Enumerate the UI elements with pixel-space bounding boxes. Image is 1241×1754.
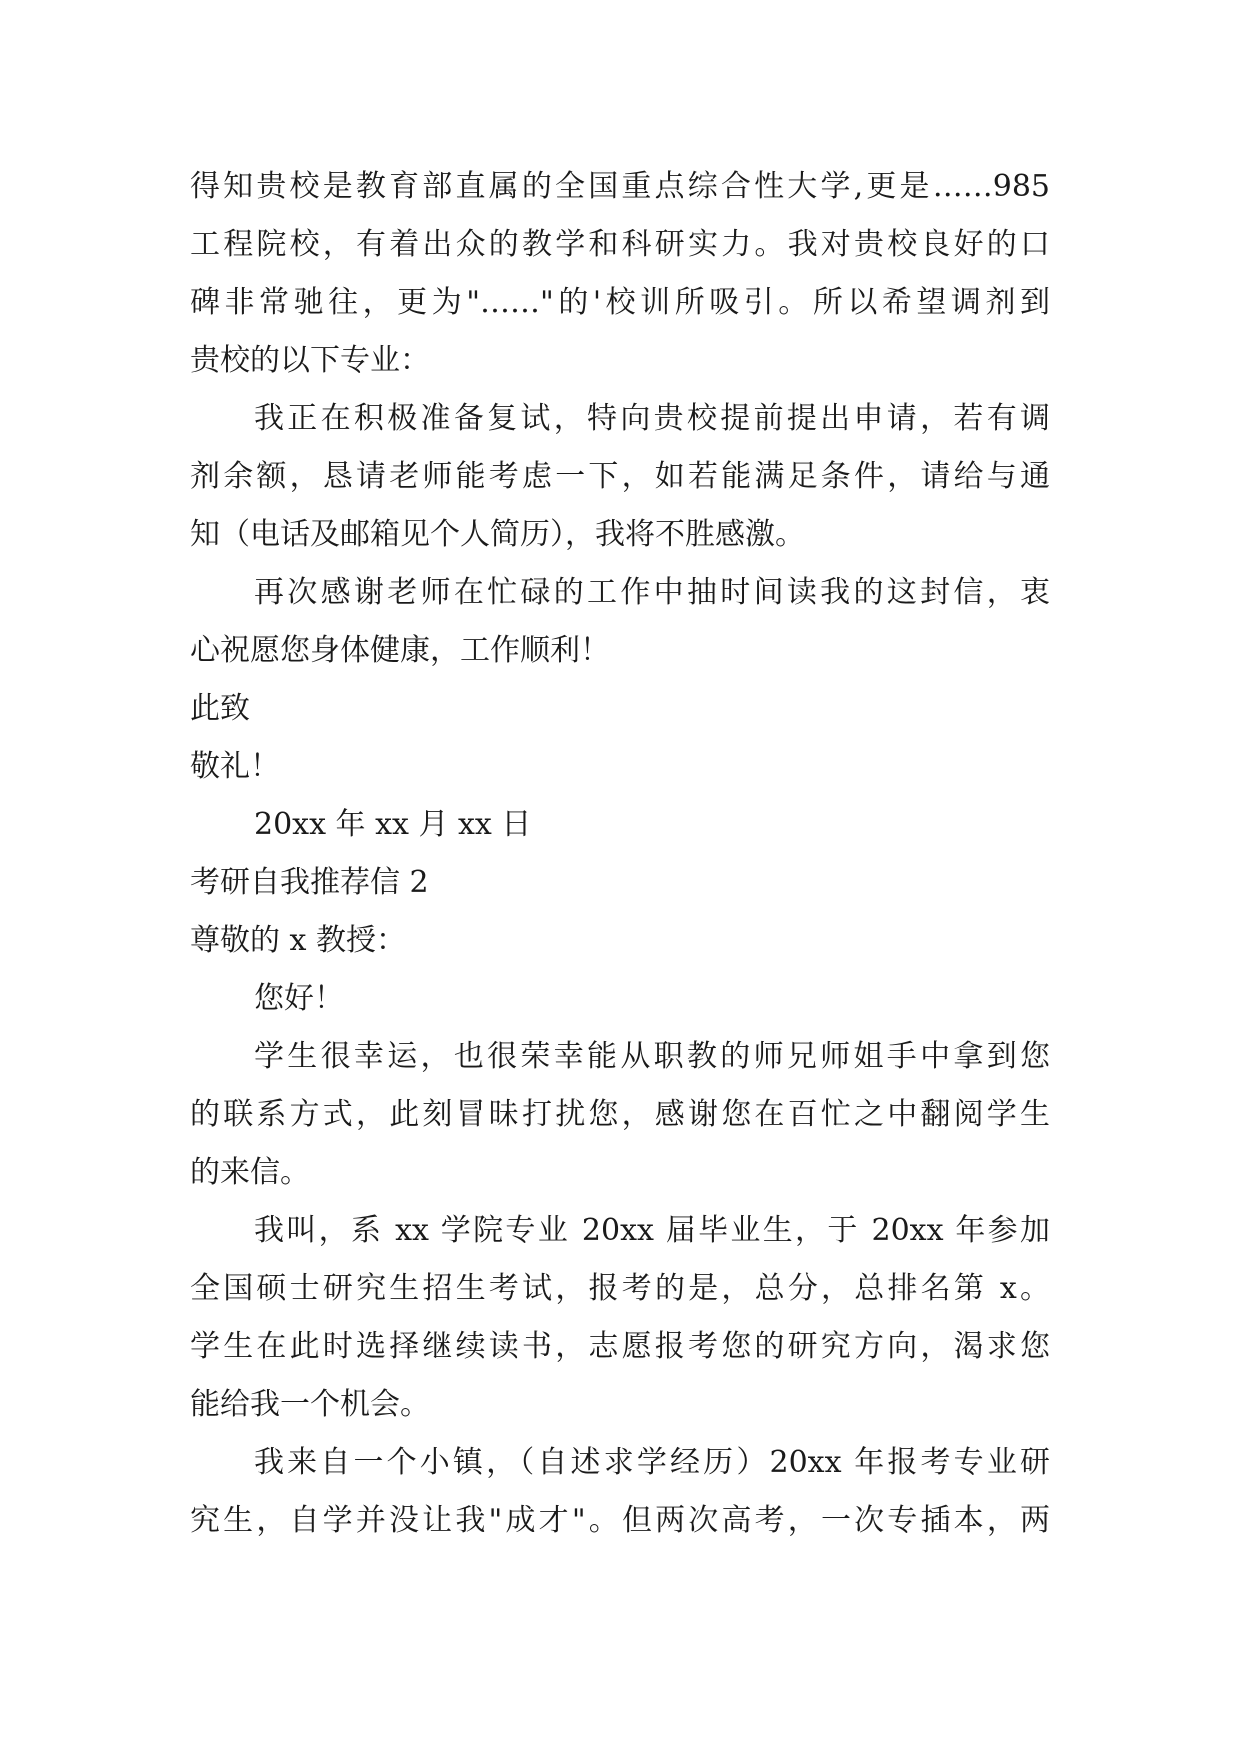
text-line: 我来自一个小镇，（自述求学经历）20xx 年报考专业研	[254, 1445, 1050, 1480]
text-line: 学生很幸运，也很荣幸能从职教的师兄师姐手中拿到您	[254, 1039, 1050, 1074]
closing-salute: 敬礼！	[190, 749, 280, 784]
salutation: 尊敬的 x 教授：	[190, 923, 406, 958]
text-line: 心祝愿您身体健康，工作顺利！	[190, 633, 610, 668]
greeting: 您好！	[254, 981, 344, 1016]
date-line: 20xx 年 xx 月 xx 日	[254, 807, 532, 842]
text-line: 我正在积极准备复试，特向贵校提前提出申请，若有调	[254, 401, 1050, 436]
text-line: 全国硕士研究生招生考试，报考的是，总分，总排名第 x。	[190, 1271, 1050, 1306]
text-line: 碑非常驰往，更为"……"的'校训所吸引。所以希望调剂到	[190, 285, 1050, 320]
text-line: 知（电话及邮箱见个人简历），我将不胜感激。	[190, 517, 805, 552]
text-line: 的联系方式，此刻冒昧打扰您，感谢您在百忙之中翻阅学生	[190, 1097, 1050, 1132]
text-line: 学生在此时选择继续读书，志愿报考您的研究方向，渴求您	[190, 1329, 1050, 1364]
text-line: 的来信。	[190, 1155, 310, 1190]
text-line: 能给我一个机会。	[190, 1387, 430, 1422]
text-line: 我叫，系 xx 学院专业 20xx 届毕业生，于 20xx 年参加	[254, 1213, 1050, 1248]
text-line: 剂余额，恳请老师能考虑一下，如若能满足条件，请给与通	[190, 459, 1050, 494]
text-line: 究生，自学并没让我"成才"。但两次高考，一次专插本，两	[190, 1503, 1050, 1538]
text-line: 得知贵校是教育部直属的全国重点综合性大学,更是……985	[190, 169, 1050, 204]
text-line: 贵校的以下专业：	[190, 343, 430, 378]
text-line: 工程院校，有着出众的教学和科研实力。我对贵校良好的口	[190, 227, 1050, 262]
closing-text: 此致	[190, 691, 250, 726]
text-line: 再次感谢老师在忙碌的工作中抽时间读我的这封信，衷	[254, 575, 1050, 610]
section-title: 考研自我推荐信 2	[190, 865, 429, 900]
